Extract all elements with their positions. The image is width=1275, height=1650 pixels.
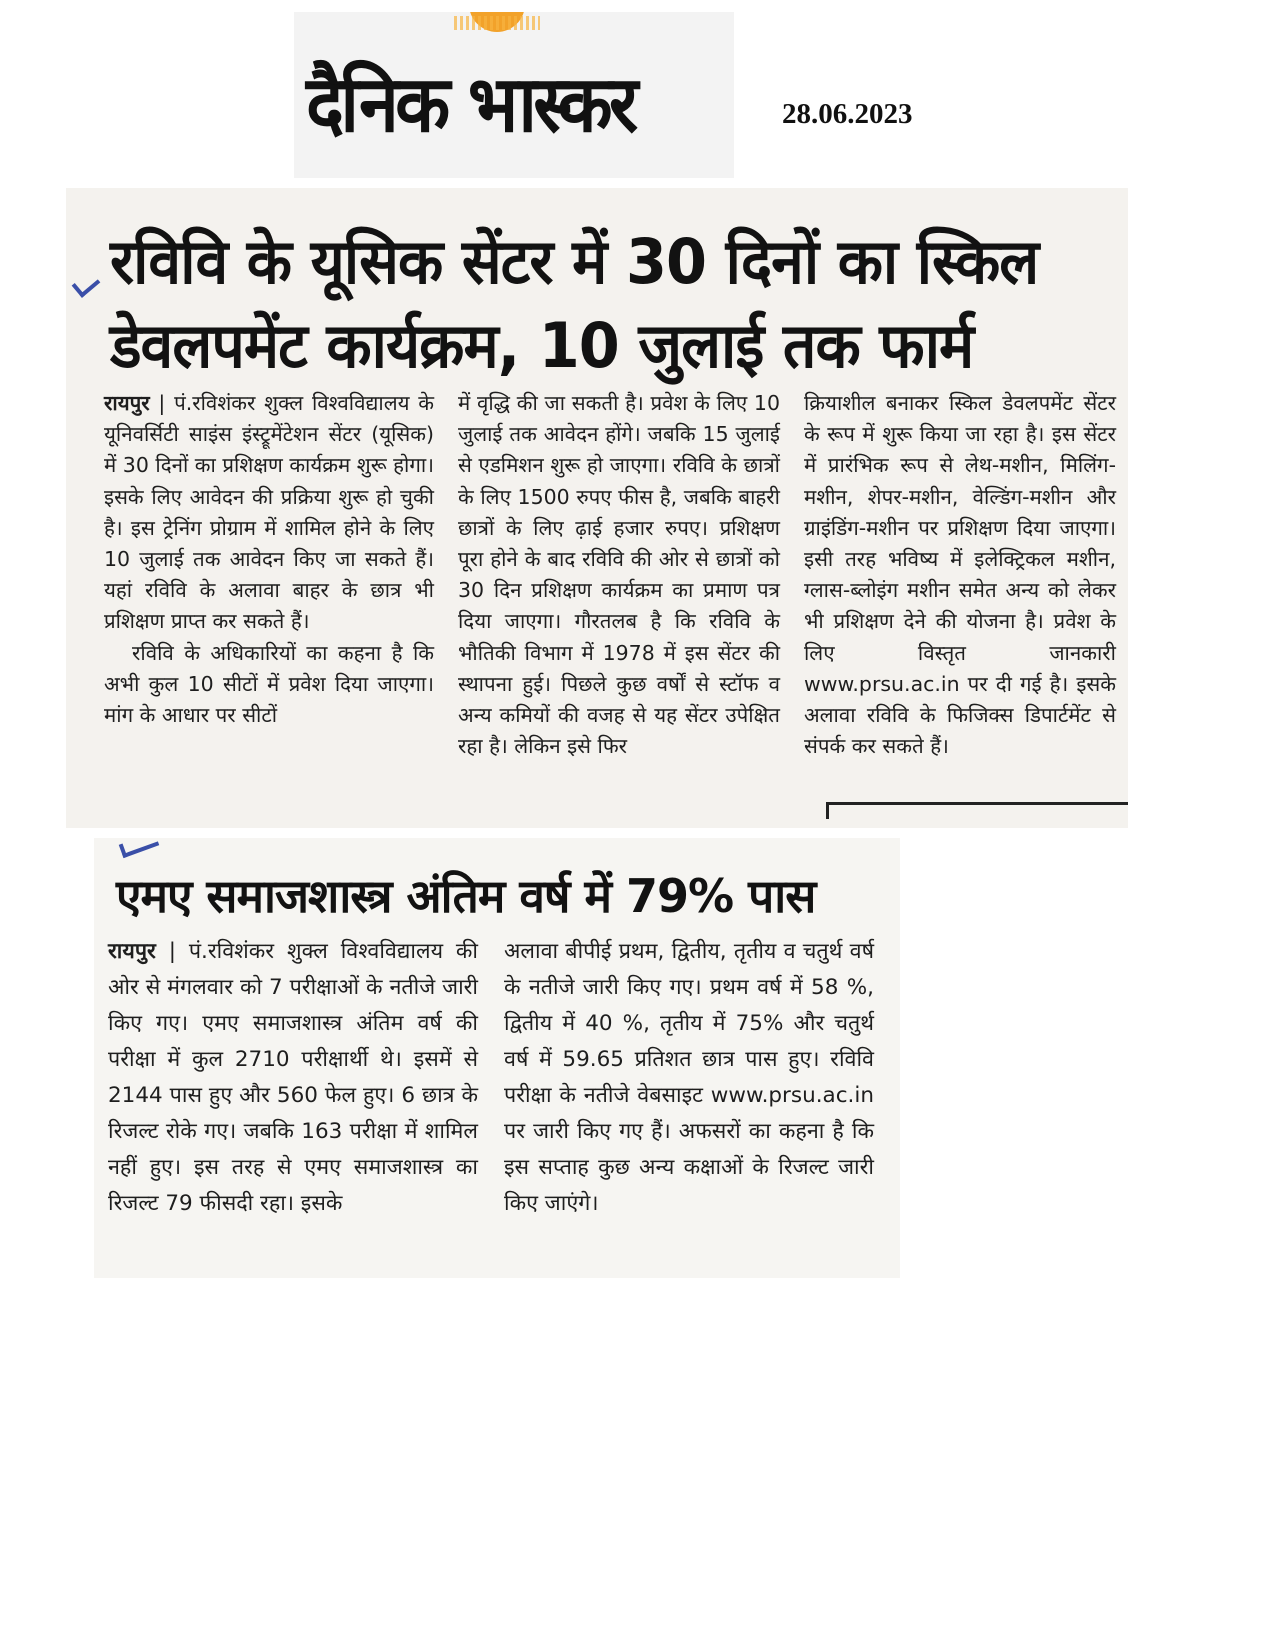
article-headline: एमए समाजशास्त्र अंतिम वर्ष में 79% पास [116, 869, 816, 923]
column-paragraph: रायपुर | पं.रविशंकर शुक्ल विश्वविद्यालय की ओर से मंगलवार को 7 परीक्षाओं के नतीजे जारी किए गए। एमए समाजशास्त्र अंतिम वर्ष की परीक्षा में कुल 2710 परीक्षार्थी थे। इसमें से 2144 पास हुए और 560 फेल हुए। 6 छात्र के रिजल्ट रोके गए। जबकि 163 परीक्षा में शामिल नहीं हुए। इस तरह से एमए समाजशास्त्र का रिजल्ट 79 फीसदी रहा। इसके [108, 939, 478, 1216]
column-divider [826, 802, 1128, 819]
article-column-2 [504, 934, 874, 1222]
dateline: रायपुर [108, 939, 156, 964]
column-paragraph: रायपुर | पं.रविशंकर शुक्ल विश्वविद्यालय के यूनिवर्सिटी साइंस इंस्ट्रूमेंटेशन सेंटर (यूसिक) में 30 दिनों का प्रशिक्षण कार्यक्रम शुरू होगा। इसके लिए आवेदन की प्रक्रिया शुरू हो चुकी है। इस ट्रेनिंग प्रोग्राम में शामिल होने के लिए 10 जुलाई तक आवेदन किए जा सकते हैं। यहां रविवि के अलावा बाहर के छात्र भी प्रशिक्षण प्राप्त कर सकते हैं। [104, 391, 434, 634]
checkmark-icon [119, 838, 159, 858]
publication-date: 28.06.2023 [782, 98, 913, 130]
paragraph-text: क्रियाशील बनाकर स्किल डेवलपमेंट सेंटर के रूप में शुरू किया जा रहा है। इस सेंटर में प्रारंभिक रूप से लेथ-मशीन, मिलिंग-मशीन, शेपर-मशीन, वेल्डिंग-मशीन और ग्राइंडिंग-मशीन पर प्रशिक्षण दिया जाएगा। इसी तरह भविष्य में इलेक्ट्रिकल मशीन, ग्लास-ब्लोइंग मशीन समेत अन्य को लेकर भी प्रशिक्षण देने की योजना है। प्रवेश के लिए विस्तृत जानकारी www.prsu.ac.in पर दी गई है। इसके अलावा रविवि के फिजिक्स डिपार्टमेंट से संपर्क कर सकते हैं। [804, 391, 1116, 759]
paragraph-text: अलावा बीपीई प्रथम, द्वितीय, तृतीय व चतुर्थ वर्ष के नतीजे जारी किए गए। प्रथम वर्ष में 58 %, द्वितीय में 40 %, तृतीय में 75% और चतुर्थ वर्ष में 59.65 प्रतिशत छात्र पास हुए। रविवि परीक्षा के नतीजे वेबसाइट www.prsu.ac.in पर जारी किए गए हैं। अफसरों का कहना है कि इस सप्ताह कुछ अन्य कक्षाओं के रिजल्ट जारी किए जाएंगे। [504, 939, 874, 1216]
article-headline [110, 220, 1038, 388]
newspaper-logo: दैनिक भास्कर [306, 60, 635, 150]
article-column-1 [108, 934, 478, 1222]
newspaper-masthead [294, 12, 734, 178]
article-column-1 [104, 388, 434, 731]
article-column-3 [804, 388, 1116, 762]
paragraph-text: पं.रविशंकर शुक्ल विश्वविद्यालय के यूनिवर्सिटी साइंस इंस्ट्रूमेंटेशन सेंटर (यूसिक) में 30 दिनों का प्रशिक्षण कार्यक्रम शुरू होगा। इसके लिए आवेदन की प्रक्रिया शुरू हो चुकी है। इस ट्रेनिंग प्रोग्राम में शामिल होने के लिए 10 जुलाई तक आवेदन किए जा सकते हैं। यहां रविवि के अलावा बाहर के छात्र भी प्रशिक्षण प्राप्त कर सकते हैं। [104, 391, 434, 634]
paragraph-text: में वृद्धि की जा सकती है। प्रवेश के लिए 10 जुलाई तक आवेदन होंगे। जबकि 15 जुलाई से एडमिशन शुरू हो जाएगा। रविवि के छात्रों के लिए 1500 रुपए फीस है, जबकि बाहरी छात्रों के लिए ढ़ाई हजार रुपए। प्रशिक्षण पूरा होने के बाद रविवि की ओर से छात्रों को 30 दिन प्रशिक्षण कार्यक्रम का प्रमाण पत्र दिया जाएगा। गौरतलब है कि रविवि के भौतिकी विभाग में 1978 में इस सेंटर की स्थापना हुई। पिछले कुछ वर्षों से स्टॉफ व अन्य कमियों की वजह से यह सेंटर उपेक्षित रहा है। लेकिन इसे फिर [458, 391, 780, 759]
sun-rays-icon [454, 16, 540, 30]
headline-line-2: डेवलपमेंट कार्यक्रम, 10 जुलाई तक फार्म [110, 309, 974, 382]
article-clipping-exam-results [94, 838, 900, 1278]
paragraph-text: रविवि के अधिकारियों का कहना है कि अभी कुल 10 सीटों में प्रवेश दिया जाएगा। मांग के आधार पर सीटों [104, 640, 434, 728]
article-column-2 [458, 388, 780, 762]
article-clipping-skill-development [66, 188, 1128, 828]
checkmark-icon [72, 270, 101, 298]
paragraph-text: पं.रविशंकर शुक्ल विश्वविद्यालय की ओर से मंगलवार को 7 परीक्षाओं के नतीजे जारी किए गए। एमए समाजशास्त्र अंतिम वर्ष की परीक्षा में कुल 2710 परीक्षार्थी थे। इसमें से 2144 पास हुए और 560 फेल हुए। 6 छात्र के रिजल्ट रोके गए। जबकि 163 परीक्षा में शामिल नहीं हुए। इस तरह से एमए समाजशास्त्र का रिजल्ट 79 फीसदी रहा। इसके [108, 939, 478, 1216]
headline-line-1: रविवि के यूसिक सेंटर में 30 दिनों का स्किल [110, 225, 1039, 298]
dateline: रायपुर [104, 391, 150, 415]
